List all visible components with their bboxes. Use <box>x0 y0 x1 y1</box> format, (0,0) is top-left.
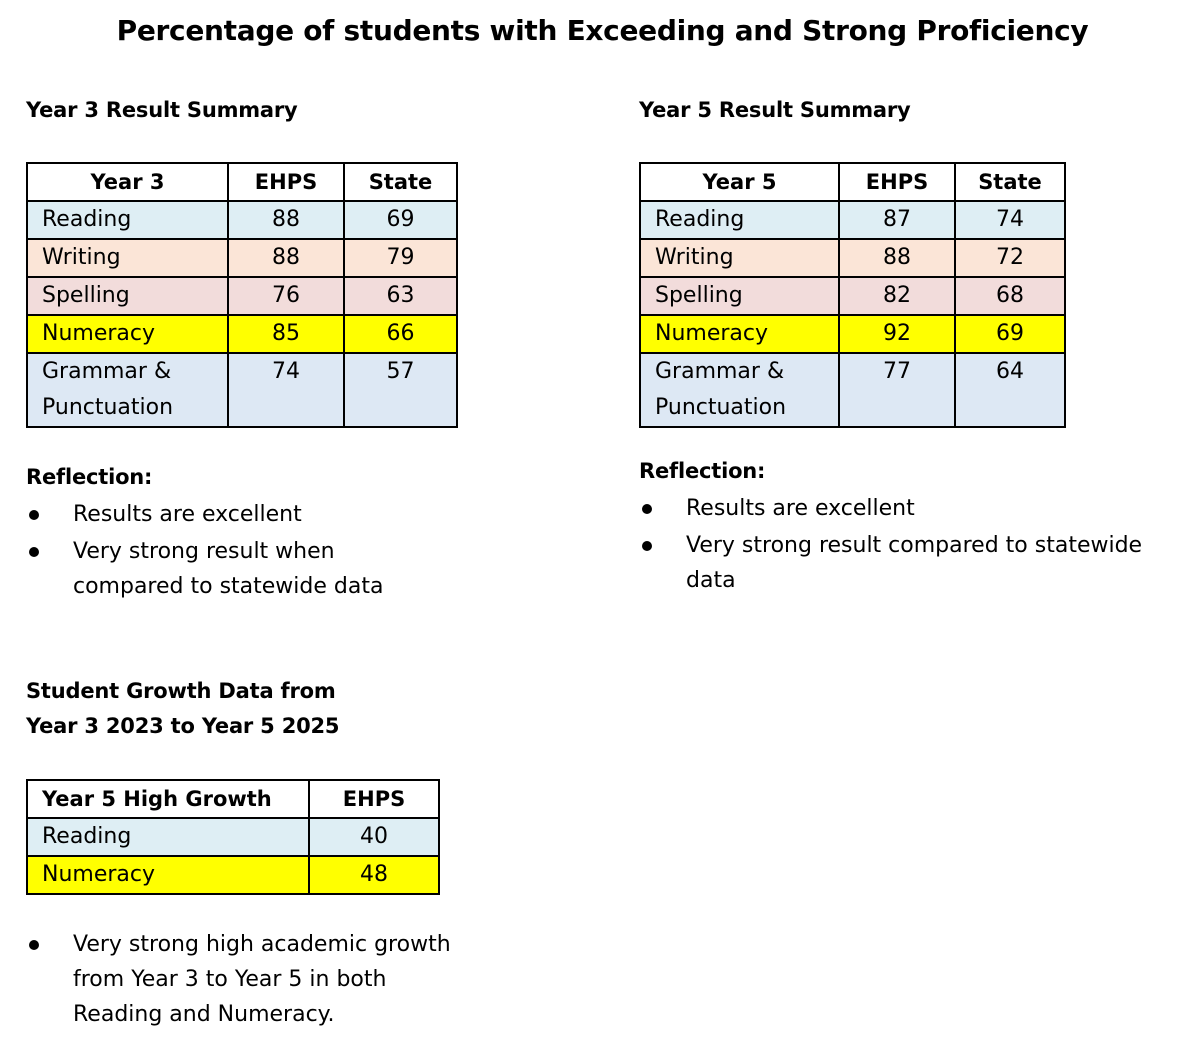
growth-heading-line2: Year 3 2023 to Year 5 2025 <box>26 714 340 738</box>
table-row <box>27 201 457 239</box>
list-item: Results are excellent <box>26 497 446 532</box>
ehps-value: 88 <box>839 239 955 277</box>
column-header: EHPS <box>839 163 955 201</box>
bullet-icon <box>29 510 39 520</box>
state-value: 57 <box>344 353 457 427</box>
list-item: Very strong result when compared to statewide data <box>26 534 446 604</box>
bullet-icon <box>29 940 39 950</box>
column-header: EHPS <box>228 163 344 201</box>
table-row <box>640 277 1065 315</box>
row-label: Writing <box>640 239 839 277</box>
table-row <box>640 201 1065 239</box>
row-label: Numeracy <box>27 856 309 894</box>
state-value: 79 <box>344 239 457 277</box>
state-value: 69 <box>344 201 457 239</box>
state-value: 64 <box>955 353 1065 427</box>
ehps-value: 82 <box>839 277 955 315</box>
bullet-icon <box>642 504 652 514</box>
ehps-value: 88 <box>228 201 344 239</box>
row-label: Spelling <box>640 277 839 315</box>
table-row <box>640 353 1065 427</box>
table-row <box>27 277 457 315</box>
column-header: EHPS <box>309 780 439 818</box>
year3-results-table <box>26 162 458 428</box>
bullet-icon <box>29 547 39 557</box>
year3-heading: Year 3 Result Summary <box>26 98 298 122</box>
state-value: 74 <box>955 201 1065 239</box>
row-label: Numeracy <box>640 315 839 353</box>
table-row <box>27 856 439 894</box>
list-item: Very strong high academic growth from Year 3 to Year 5 in both Reading and Numeracy. <box>26 927 451 1032</box>
row-label: Spelling <box>27 277 228 315</box>
column-header: Year 3 <box>27 163 228 201</box>
table-row <box>640 239 1065 277</box>
list-item: Very strong result compared to statewide data <box>639 528 1179 598</box>
column-header: State <box>344 163 457 201</box>
column-header: Year 5 <box>640 163 839 201</box>
ehps-value: 76 <box>228 277 344 315</box>
row-label: Numeracy <box>27 315 228 353</box>
state-value: 69 <box>955 315 1065 353</box>
ehps-value: 40 <box>309 818 439 856</box>
ehps-value: 48 <box>309 856 439 894</box>
year5-reflection-heading: Reflection: <box>639 459 766 483</box>
state-value: 63 <box>344 277 457 315</box>
table-header-row <box>27 163 457 201</box>
table-header-row <box>27 780 439 818</box>
state-value: 72 <box>955 239 1065 277</box>
table-row <box>27 239 457 277</box>
table-row <box>27 818 439 856</box>
ehps-value: 77 <box>839 353 955 427</box>
year3-reflection-heading: Reflection: <box>26 465 153 489</box>
ehps-value: 92 <box>839 315 955 353</box>
bullet-icon <box>642 541 652 551</box>
table-row <box>640 315 1065 353</box>
column-header: State <box>955 163 1065 201</box>
state-value: 68 <box>955 277 1065 315</box>
row-label: Reading <box>640 201 839 239</box>
row-label: Writing <box>27 239 228 277</box>
growth-heading-line1: Student Growth Data from <box>26 679 336 703</box>
row-label: Reading <box>27 818 309 856</box>
row-label: Grammar & Punctuation <box>27 353 228 427</box>
year5-heading: Year 5 Result Summary <box>639 98 911 122</box>
row-label: Reading <box>27 201 228 239</box>
table-row <box>27 315 457 353</box>
ehps-value: 74 <box>228 353 344 427</box>
list-item: Results are excellent <box>639 491 1179 526</box>
year5-results-table <box>639 162 1066 428</box>
row-label: Grammar & Punctuation <box>640 353 839 427</box>
page-title: Percentage of students with Exceeding and Strong Proficiency <box>116 14 1089 47</box>
ehps-value: 87 <box>839 201 955 239</box>
growth-notes-list <box>26 927 451 1034</box>
ehps-value: 88 <box>228 239 344 277</box>
ehps-value: 85 <box>228 315 344 353</box>
state-value: 66 <box>344 315 457 353</box>
growth-table <box>26 779 440 895</box>
column-header: Year 5 High Growth <box>27 780 309 818</box>
table-header-row <box>640 163 1065 201</box>
table-row <box>27 353 457 427</box>
year3-reflection-list <box>26 497 446 606</box>
year5-reflection-list <box>639 491 1179 600</box>
